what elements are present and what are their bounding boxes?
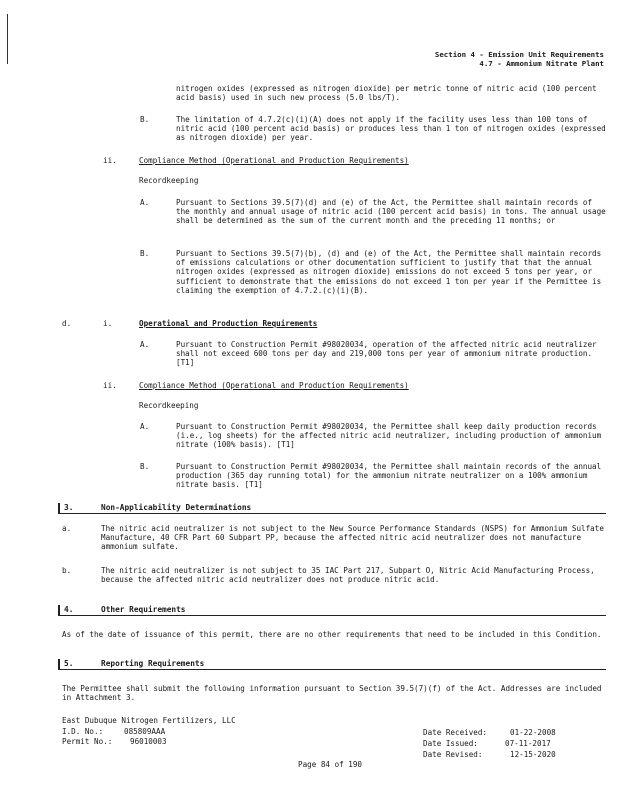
footer-revised-value: 12-15-2020 xyxy=(510,750,556,759)
item-label: i. xyxy=(103,319,113,328)
item-label: b. xyxy=(62,566,72,575)
subsection-title: Compliance Method (Operational and Production Requirements) xyxy=(139,156,409,165)
item-label: B. xyxy=(140,462,150,471)
footer-issued-label: Date Issued: xyxy=(423,739,478,748)
recordkeeping-paragraph-b: Pursuant to Sections 39.5(7)(b), (d) and (e) of the Act, the Permittee shall maintain records of emissions calculations or other documentation sufficient to justify that that the annual nitrogen oxides (expressed as nitrogen dioxide) emissions do not exceed 5 tons per year, or sufficient to demonstrate that the emissions do not exceed 1 ton per year if the Permittee is claiming the exemption of 4.7.2.(c)(i)(B). xyxy=(176,249,602,295)
production-records-paragraph-a: Pursuant to Construction Permit #98020034, the Permittee shall keep daily production records (i.e., log sheets) for the affected nitric acid neutralizer, including production of ammonium nitrate (100% basis). [T1] xyxy=(176,422,602,450)
item-label: A. xyxy=(140,422,150,431)
reporting-paragraph: The Permittee shall submit the following information pursuant to Section 39.5(7)(f) of the Act. Addresses are included in Attachment 3. xyxy=(62,684,602,703)
subsection-subtitle: Recordkeeping xyxy=(139,176,199,185)
section-header-line2: 4.7 - Ammonium Nitrate Plant xyxy=(479,59,604,68)
footer-permit-label: Permit No.: xyxy=(62,737,113,746)
iac-paragraph: The nitric acid neutralizer is not subject to 35 IAC Part 217, Subpart O, Nitric Acid Manufacturing Process, because the affected nitric acid neutralizer does not produce nitric acid. xyxy=(101,566,595,585)
footer-id-value: 085809AAA xyxy=(124,727,166,736)
item-label: A. xyxy=(140,340,150,349)
subsection-title: Compliance Method (Operational and Production Requirements) xyxy=(139,381,409,390)
item-label: A. xyxy=(140,198,150,207)
item-label: B. xyxy=(140,115,150,124)
subsection-subtitle: Recordkeeping xyxy=(139,401,199,410)
exemption-paragraph: The limitation of 4.7.2(c)(i)(A) does not apply if the facility uses less than 100 tons of nitric acid (100 percent acid basis) or produces less than 1 ton of nitrogen oxides (expressed as nitrogen dioxide) per year. xyxy=(176,115,606,143)
footer-issued-value: 07-11-2017 xyxy=(505,739,551,748)
continuation-paragraph: nitrogen oxides (expressed as nitrogen dioxide) per metric tonne of nitric acid (100 percent acid basis) used in such new process (5.0 lbs/T). xyxy=(176,84,597,103)
footer-permit-value: 96010003 xyxy=(130,737,167,746)
operational-limit-paragraph: Pursuant to Construction Permit #98020034, operation of the affected nitric acid neutralizer shall not exceed 600 tons per day and 219,000 tons per year of ammonium nitrate production. [T1] xyxy=(176,340,597,368)
footer-id-label: I.D. No.: xyxy=(62,727,104,736)
other-requirements-paragraph: As of the date of issuance of this permit, there are no other requirements that need to be included in this Condition. xyxy=(62,630,602,639)
section-title: Non-Applicability Determinations xyxy=(101,503,252,512)
item-label: d. xyxy=(62,319,72,328)
recordkeeping-paragraph-a: Pursuant to Sections 39.5(7)(d) and (e) of the Act, the Permittee shall maintain records of the monthly and annual usage of nitric acid (100 percent acid basis) in tons. The annual usage shall be determined as the sum of the current month and the preceding 11 months; or xyxy=(176,198,606,226)
item-label: a. xyxy=(62,524,72,533)
section-number: 5. xyxy=(64,659,74,668)
section-3-heading xyxy=(58,503,606,514)
section-4-heading xyxy=(58,605,606,616)
production-records-paragraph-b: Pursuant to Construction Permit #98020034, the Permittee shall maintain records of the annual production (365 day running total) for the ammonium nitrate neutralizer on a 100% ammonium nitrate basis. [T1] xyxy=(176,462,602,490)
section-title: Other Requirements xyxy=(101,605,186,614)
section-number: 4. xyxy=(64,605,74,614)
footer-revised-label: Date Revised: xyxy=(423,750,483,759)
footer-received-value: 01-22-2008 xyxy=(510,728,556,737)
footer-company: East Dubuque Nitrogen Fertilizers, LLC xyxy=(62,716,236,725)
item-label: B. xyxy=(140,249,150,258)
page-number: Page 84 of 190 xyxy=(298,760,363,769)
nsps-paragraph: The nitric acid neutralizer is not subject to the New Source Performance Standards (NSPS) for Ammonium Sulfate Manufacture, 40 CFR Part 60 Subpart PP, because the affected nitric acid neutralizer does not manufacture ammonium sulfate. xyxy=(101,524,604,552)
footer-received-label: Date Received: xyxy=(423,728,488,737)
subsection-title: Operational and Production Requirements xyxy=(139,319,318,328)
section-header-line1: Section 4 - Emission Unit Requirements xyxy=(434,50,604,59)
section-5-heading xyxy=(58,659,606,670)
item-label: ii. xyxy=(103,156,117,165)
section-number: 3. xyxy=(64,503,74,512)
scan-edge-mark xyxy=(7,14,8,64)
section-title: Reporting Requirements xyxy=(101,659,205,668)
item-label: ii. xyxy=(103,381,117,390)
